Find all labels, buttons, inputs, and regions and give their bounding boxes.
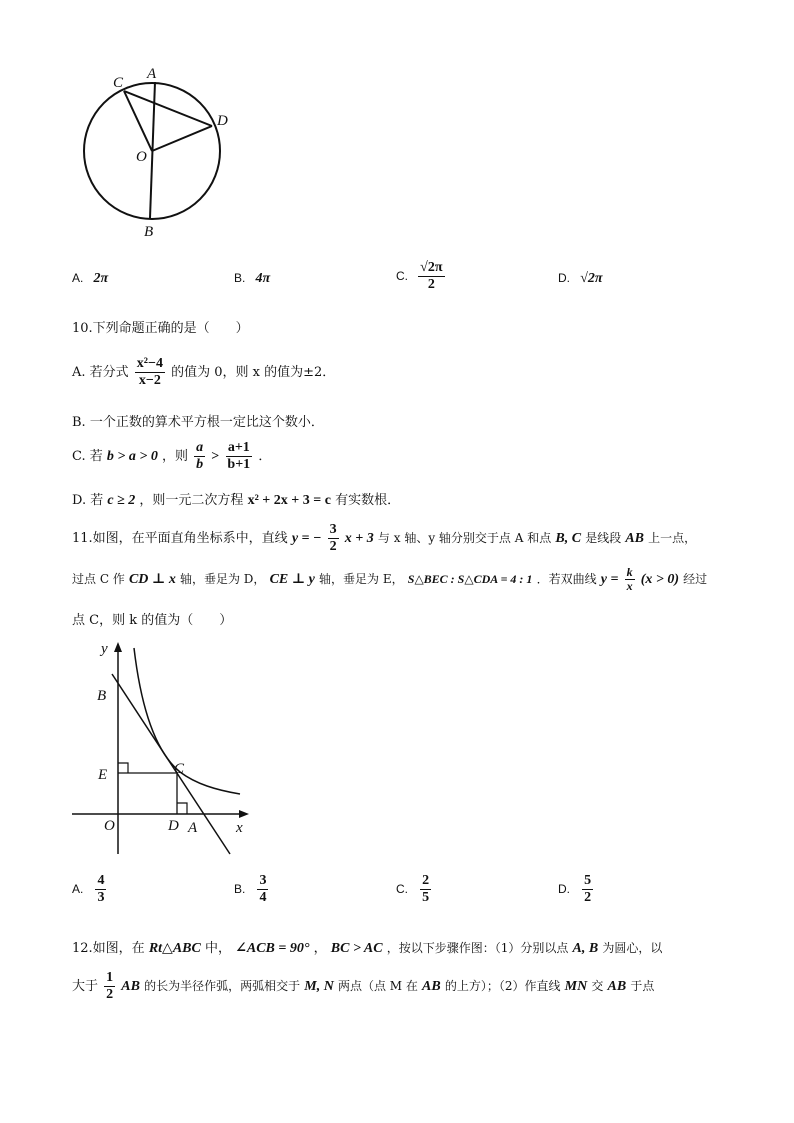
fraction-denominator: 5	[422, 890, 430, 905]
text: ．若双曲线	[536, 572, 597, 586]
fraction	[104, 970, 115, 1003]
q9-option-a[interactable]	[72, 271, 108, 287]
q11-option-a[interactable]	[72, 873, 108, 906]
option-label: B.	[234, 271, 246, 285]
q11-line-3: 点 C，则 k 的值为（ ）	[72, 613, 233, 628]
fraction-denominator: 2	[106, 987, 114, 1002]
option-fraction	[420, 873, 431, 906]
text: ，按以下步骤作图：（1）分别以点	[386, 941, 569, 955]
equation: x² + 2x + 3 = c	[247, 493, 331, 508]
text: 有实数根．	[335, 493, 401, 508]
label-b: B	[144, 224, 154, 240]
text: 与 x 轴、y 轴分别交于点 A 和点	[377, 531, 552, 545]
q12-line-2	[72, 970, 654, 1003]
fraction-numerator: k	[626, 565, 633, 579]
text: ．	[258, 449, 272, 464]
math: (x > 0)	[640, 572, 680, 587]
text: 于点	[630, 979, 655, 993]
segment-od	[152, 126, 212, 151]
fraction-numerator: 1	[106, 970, 114, 985]
math: Rt△ABC	[148, 941, 201, 956]
text: 大于	[72, 979, 99, 994]
option-fraction	[582, 873, 593, 906]
fraction-denominator: 2	[584, 890, 592, 905]
text: 中，	[204, 941, 231, 956]
fraction-numerator: a	[196, 440, 204, 455]
coordinate-figure	[66, 636, 266, 858]
text: 的上方）；（2）作直线	[444, 979, 561, 993]
option-label: C.	[396, 882, 408, 896]
fraction-denominator: x	[626, 579, 633, 593]
q11-option-c[interactable]	[396, 873, 433, 906]
math: y = −	[291, 531, 322, 546]
q9-option-b[interactable]	[234, 271, 270, 287]
q9-option-d[interactable]	[558, 271, 602, 287]
fraction-numerator: √2π	[420, 260, 443, 275]
fraction-denominator: 3	[97, 890, 105, 905]
label-d: D	[168, 818, 179, 834]
text: 过点 C 作	[72, 572, 125, 586]
math: BC > AC	[330, 941, 383, 956]
fraction	[225, 440, 252, 473]
fraction	[194, 440, 205, 473]
math: CD ⊥ x	[128, 572, 176, 587]
math: A, B	[572, 941, 599, 956]
fraction-denominator: b+1	[227, 457, 251, 472]
math: B, C	[555, 531, 582, 546]
text: 是线段	[585, 531, 622, 545]
label-x: x	[236, 820, 243, 836]
label-y: y	[101, 641, 108, 657]
fraction	[135, 356, 165, 389]
fraction-numerator: 3	[259, 873, 267, 888]
label-c: C	[113, 75, 124, 91]
q11-option-d[interactable]	[558, 873, 595, 906]
fraction-denominator: 2	[329, 539, 337, 554]
math: y =	[600, 572, 619, 587]
math: ∠ACB = 90°	[235, 941, 310, 956]
label-c: C	[174, 761, 185, 777]
math: AB	[607, 979, 627, 994]
label-o: O	[136, 149, 147, 165]
math: MN	[564, 979, 588, 994]
q10-option-a[interactable]	[72, 356, 335, 389]
text: ，	[313, 941, 327, 956]
text: 12.如图，在	[72, 941, 145, 956]
q11-line-1	[72, 522, 696, 555]
label-e: E	[98, 767, 108, 783]
fraction-numerator: a+1	[227, 440, 250, 455]
fraction-numerator: 2	[422, 873, 430, 888]
circle-figure	[70, 60, 240, 245]
math: CE ⊥ y	[269, 572, 315, 587]
greater-sign: >	[211, 449, 220, 464]
math: M, N	[304, 979, 334, 994]
x-axis-arrow	[239, 810, 249, 818]
fraction	[625, 566, 635, 593]
option-value: 4π	[255, 271, 271, 286]
fraction-numerator: 5	[584, 873, 592, 888]
y-axis-arrow	[114, 642, 122, 652]
hyperbola	[134, 648, 240, 794]
q10-stem: 10.下列命题正确的是（ ）	[72, 321, 249, 336]
q12-line-1	[72, 937, 662, 957]
text: 的值为 0，则 x 的值为±2．	[171, 365, 336, 380]
label-a: A	[188, 820, 198, 836]
math: AB	[625, 531, 645, 546]
fraction-denominator: x−2	[138, 373, 161, 388]
q10-option-b[interactable]: B. 一个正数的算术平方根一定比这个数小．	[72, 415, 324, 430]
condition: c ≥ 2	[107, 493, 136, 508]
text: 的长为半径作弧，两弧相交于	[144, 979, 301, 993]
text: 轴，垂足为 D，	[179, 572, 266, 586]
text: 11.如图，在平面直角坐标系中，直线	[72, 531, 288, 546]
condition: b > a > 0	[106, 449, 158, 464]
option-label: A.	[72, 271, 84, 285]
text: 两点（点 M 在	[337, 979, 418, 993]
q10-option-d[interactable]	[72, 489, 400, 509]
text: A. 若分式	[72, 365, 129, 380]
fraction-numerator: 3	[329, 522, 337, 537]
text: 为圆心，以	[602, 941, 663, 955]
text: C. 若	[72, 449, 103, 464]
fraction	[328, 522, 339, 555]
fraction-denominator: 2	[427, 277, 435, 292]
text: 轴，垂足为 E，	[319, 572, 404, 586]
option-label: C.	[396, 269, 408, 283]
option-label: D.	[558, 271, 570, 285]
math: S△BEC : S△CDA = 4 : 1	[407, 572, 533, 586]
label-d: D	[217, 113, 228, 129]
text: D. 若	[72, 493, 104, 508]
option-value: √2π	[580, 271, 603, 286]
math: AB	[121, 979, 140, 994]
label-o: O	[104, 818, 115, 834]
math: AB	[422, 979, 441, 994]
fraction-denominator: 4	[259, 890, 267, 905]
option-value: 2π	[93, 271, 109, 286]
text: ，则一元二次方程	[139, 493, 244, 508]
fraction-numerator: x²−4	[136, 356, 163, 371]
q11-option-b[interactable]	[234, 873, 270, 906]
text: ，则	[162, 449, 189, 464]
option-label: B.	[234, 882, 246, 896]
option-fraction	[418, 260, 444, 293]
text: 交	[591, 979, 604, 993]
q11-line-2	[72, 566, 707, 593]
math: x + 3	[344, 531, 374, 546]
text: 上一点，	[648, 531, 697, 545]
option-label: D.	[558, 882, 570, 896]
text: 经过	[683, 572, 708, 586]
right-angle-mark-d	[177, 803, 187, 814]
fraction-denominator: b	[196, 457, 204, 472]
fraction-numerator: 4	[97, 873, 105, 888]
option-fraction	[95, 873, 106, 906]
label-b: B	[97, 688, 107, 704]
q10-option-c[interactable]	[72, 440, 271, 473]
right-angle-mark-e	[118, 763, 128, 773]
q9-option-c[interactable]	[396, 260, 447, 293]
option-label: A.	[72, 882, 84, 896]
label-a: A	[147, 66, 157, 82]
option-fraction	[257, 873, 268, 906]
